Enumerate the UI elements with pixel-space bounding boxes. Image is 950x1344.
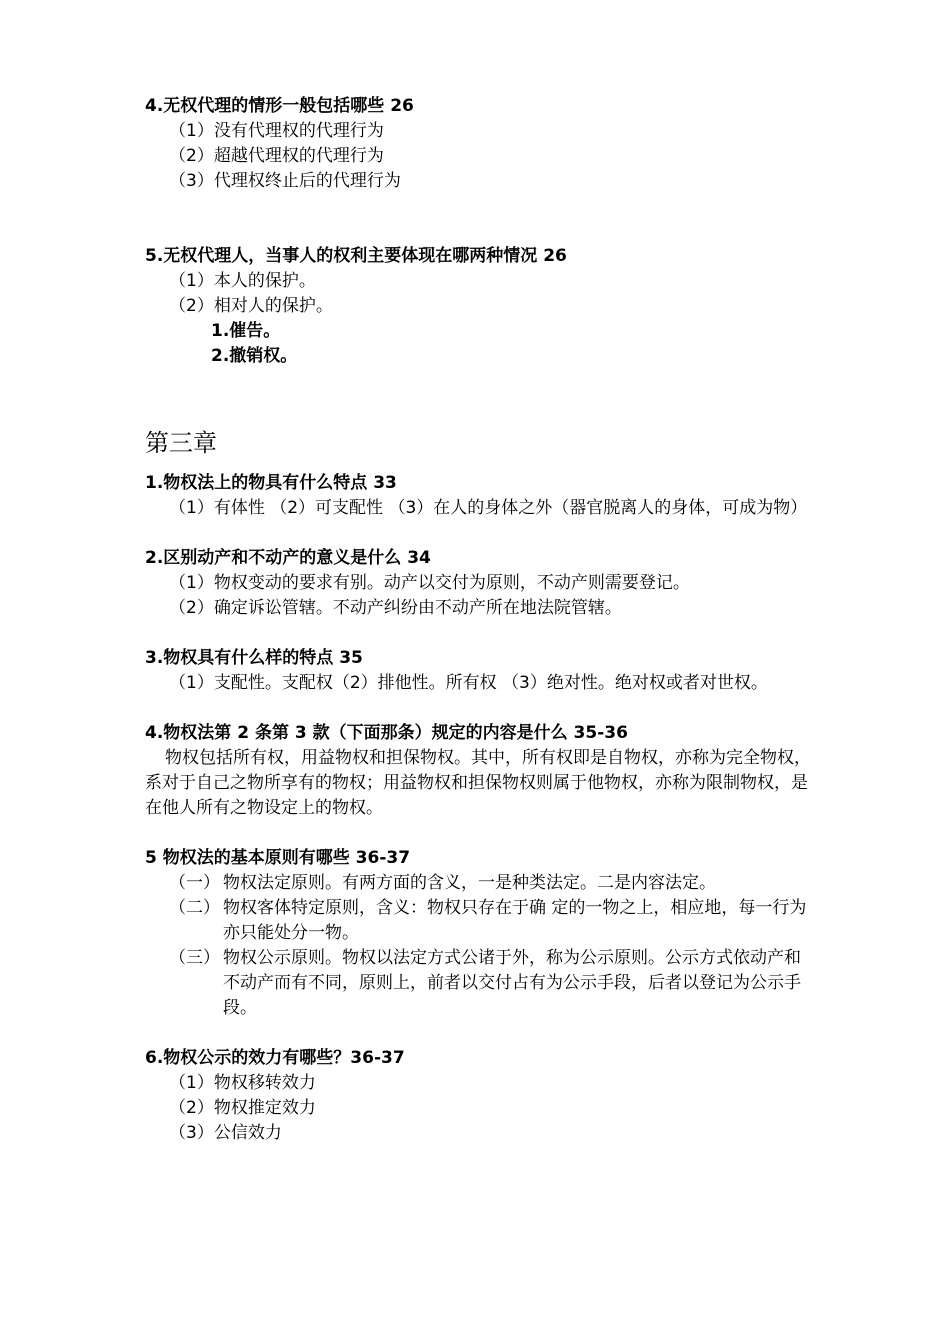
- answer-item: （1）物权变动的要求有别。动产以交付为原则，不动产则需要登记。: [169, 573, 690, 593]
- answer-subitem: 1.催告。: [211, 321, 281, 341]
- answer-item: （3）公信效力: [169, 1123, 282, 1143]
- principle-text: 物权法定原则。有两方面的含义，一是种类法定。二是内容法定。: [223, 873, 716, 893]
- question-title: 3.物权具有什么样的特点 35: [145, 648, 363, 668]
- question-title: 2.区别动产和不动产的意义是什么 34: [145, 548, 431, 568]
- question-title: 4.无权代理的情形一般包括哪些 26: [145, 96, 414, 116]
- document-page: [145, 94, 813, 1146]
- principle-item: [145, 871, 813, 896]
- principle-number: （一）: [169, 873, 220, 893]
- principle-number: （三）: [169, 948, 220, 968]
- question-title: 1.物权法上的物具有什么特点 33: [145, 473, 397, 493]
- answer-item: （2）相对人的保护。: [169, 296, 333, 316]
- answer-item: （2）确定诉讼管辖。不动产纠纷由不动产所在地法院管辖。: [169, 598, 622, 618]
- principle-text: 物权公示原则。物权以法定方式公诸于外，称为公示原则。公示方式依动产和不动产而有不同，原则上，前者以交付占有为公示手段，后者以登记为公示手段。: [223, 948, 801, 1018]
- principle-text: 物权客体特定原则，含义：物权只存在于确 定的一物之上，相应地，每一行为亦只能处分一物。: [223, 898, 807, 943]
- question-title: 5 物权法的基本原则有哪些 36-37: [145, 848, 411, 868]
- answer-text: （1）有体性 （2）可支配性 （3）在人的身体之外（器官脱离人的身体，可成为物）: [169, 498, 808, 518]
- question-title: 4.物权法第 2 条第 3 款（下面那条）规定的内容是什么 35-36: [145, 723, 628, 743]
- chapter-heading: 第三章: [145, 429, 217, 457]
- answer-item: （2）超越代理权的代理行为: [169, 146, 384, 166]
- answer-subitem: 2.撤销权。: [211, 346, 298, 366]
- principle-item: [145, 896, 813, 946]
- answer-paragraph: 物权包括所有权，用益物权和担保物权。其中，所有权即是自物权，亦称为完全物权，系对于自己之物所享有的物权；用益物权和担保物权则属于他物权，亦称为限制物权，是在他人所有之物设定上的物权。: [145, 748, 811, 818]
- answer-item: （3）代理权终止后的代理行为: [169, 171, 401, 191]
- question-title: 5.无权代理人，当事人的权利主要体现在哪两种情况 26: [145, 246, 567, 266]
- answer-item: （1）本人的保护。: [169, 271, 316, 291]
- principle-item: [145, 946, 813, 1021]
- answer-item: （2）物权推定效力: [169, 1098, 316, 1118]
- principle-number: （二）: [169, 898, 220, 918]
- answer-item: （1）没有代理权的代理行为: [169, 121, 384, 141]
- question-title: 6.物权公示的效力有哪些？36-37: [145, 1048, 405, 1068]
- answer-text: （1）支配性。支配权（2）排他性。所有权 （3）绝对性。绝对权或者对世权。: [169, 673, 768, 693]
- answer-item: （1）物权移转效力: [169, 1073, 316, 1093]
